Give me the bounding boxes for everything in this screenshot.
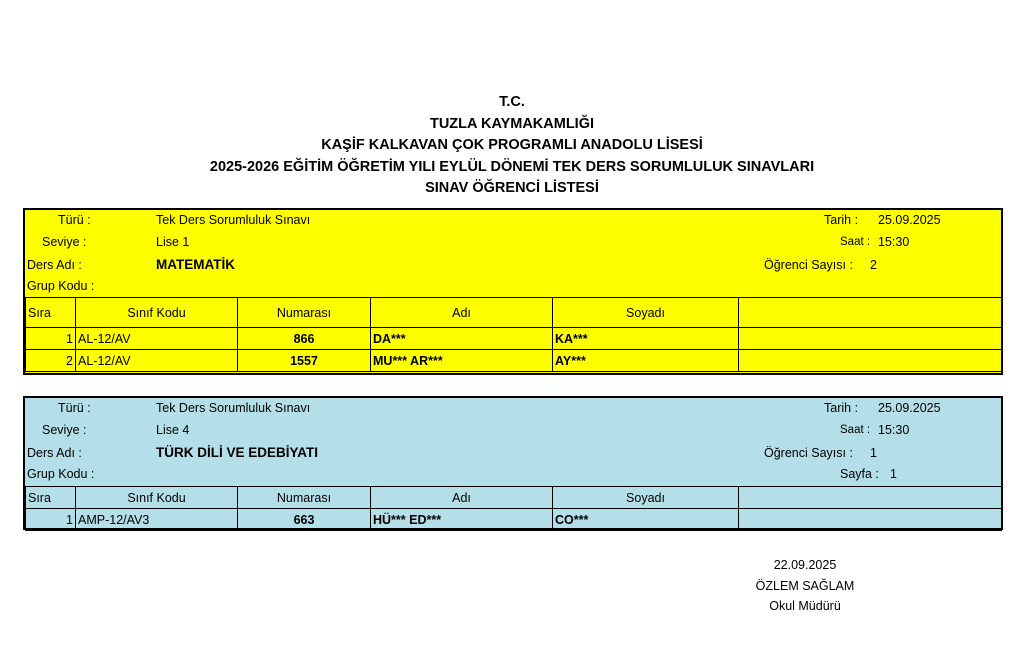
row-soyadi: KA***	[553, 328, 739, 350]
turu-value: Tek Ders Sorumluluk Sınavı	[156, 401, 311, 415]
header-line-kaymakamlik: TUZLA KAYMAKAMLIĞI	[429, 115, 595, 132]
exam-info	[25, 398, 1001, 486]
col-adi: Adı	[371, 298, 553, 328]
tarih-label: Tarih :	[824, 213, 859, 227]
row-soyadi: AY***	[553, 350, 739, 372]
seviye-label: Seviye :	[42, 423, 87, 437]
row-adi: HÜ*** ED***	[371, 509, 553, 531]
row-sira: 1	[26, 328, 76, 350]
ders-adi-label: Ders Adı :	[27, 446, 82, 460]
col-empty	[739, 487, 1002, 509]
row-sira: 1	[26, 509, 76, 531]
header-line-school: KAŞİF KALKAVAN ÇOK PROGRAMLI ANADOLU LİSESİ	[321, 137, 703, 153]
ogrenci-sayisi-label: Öğrenci Sayısı :	[764, 258, 853, 272]
row-empty	[739, 509, 1002, 531]
student-table	[25, 486, 1002, 531]
table-header-row	[26, 487, 1002, 509]
seviye-value: Lise 1	[156, 235, 190, 249]
tarih-label: Tarih :	[824, 401, 859, 415]
row-sinif: AL-12/AV	[76, 328, 238, 350]
document-header	[0, 92, 1024, 200]
saat-label: Saat :	[840, 236, 871, 248]
row-soyadi: CO***	[553, 509, 739, 531]
col-adi: Adı	[371, 487, 553, 509]
ders-adi-label: Ders Adı :	[27, 258, 82, 272]
col-sira: Sıra	[26, 298, 76, 328]
sayfa-label: Sayfa :	[840, 467, 879, 481]
seviye-label: Seviye :	[42, 235, 87, 249]
header-line-term: 2025-2026 EĞİTİM ÖĞRETİM YILI EYLÜL DÖNEMİ TEK DERS SORUMLULUK SINAVLARI	[209, 158, 815, 175]
tarih-value: 25.09.2025	[878, 401, 941, 415]
signature-block	[720, 555, 890, 617]
col-empty	[739, 298, 1002, 328]
ogrenci-sayisi-value: 1	[870, 446, 877, 460]
col-numarasi: Numarası	[238, 487, 371, 509]
seviye-value: Lise 4	[156, 423, 190, 437]
ogrenci-sayisi-value: 2	[870, 258, 877, 272]
ogrenci-sayisi-label: Öğrenci Sayısı :	[764, 446, 853, 460]
grup-kodu-label: Grup Kodu :	[27, 279, 95, 293]
exam-block-matematik	[23, 208, 1003, 375]
col-soyadi: Soyadı	[553, 487, 739, 509]
table-header-row	[26, 298, 1002, 328]
row-adi: MU*** AR***	[371, 350, 553, 372]
row-numara: 866	[238, 328, 371, 350]
student-table	[25, 297, 1002, 372]
exam-block-turk-dili	[23, 396, 1003, 530]
grup-kodu-label: Grup Kodu :	[27, 467, 95, 481]
turu-value: Tek Ders Sorumluluk Sınavı	[156, 213, 311, 227]
row-numara: 663	[238, 509, 371, 531]
col-sira: Sıra	[26, 487, 76, 509]
exam-info	[25, 210, 1001, 297]
turu-label: Türü :	[58, 213, 91, 227]
table-row	[26, 509, 1002, 531]
col-sinif-kodu: Sınıf Kodu	[76, 487, 238, 509]
row-sinif: AL-12/AV	[76, 350, 238, 372]
signature-name: ÖZLEM SAĞLAM	[755, 578, 855, 593]
col-sinif-kodu: Sınıf Kodu	[76, 298, 238, 328]
ders-adi-value: MATEMATİK	[156, 257, 235, 272]
table-row	[26, 350, 1002, 372]
row-adi: DA***	[371, 328, 553, 350]
tarih-value: 25.09.2025	[878, 213, 941, 227]
row-sira: 2	[26, 350, 76, 372]
saat-value: 15:30	[878, 235, 910, 249]
row-sinif: AMP-12/AV3	[76, 509, 238, 531]
ders-adi-value: TÜRK DİLİ VE EDEBİYATI	[156, 445, 319, 460]
row-empty	[739, 328, 1002, 350]
header-line-tc: T.C.	[499, 94, 525, 110]
table-row	[26, 328, 1002, 350]
signature-title: Okul Müdürü	[769, 599, 841, 613]
row-numara: 1557	[238, 350, 371, 372]
row-empty	[739, 350, 1002, 372]
signature-date: 22.09.2025	[773, 558, 837, 572]
saat-value: 15:30	[878, 423, 910, 437]
col-numarasi: Numarası	[238, 298, 371, 328]
header-line-list-title: SINAV ÖĞRENCİ LİSTESİ	[425, 180, 599, 196]
col-soyadi: Soyadı	[553, 298, 739, 328]
saat-label: Saat :	[840, 424, 871, 436]
turu-label: Türü :	[58, 401, 91, 415]
sayfa-value: 1	[890, 467, 897, 481]
